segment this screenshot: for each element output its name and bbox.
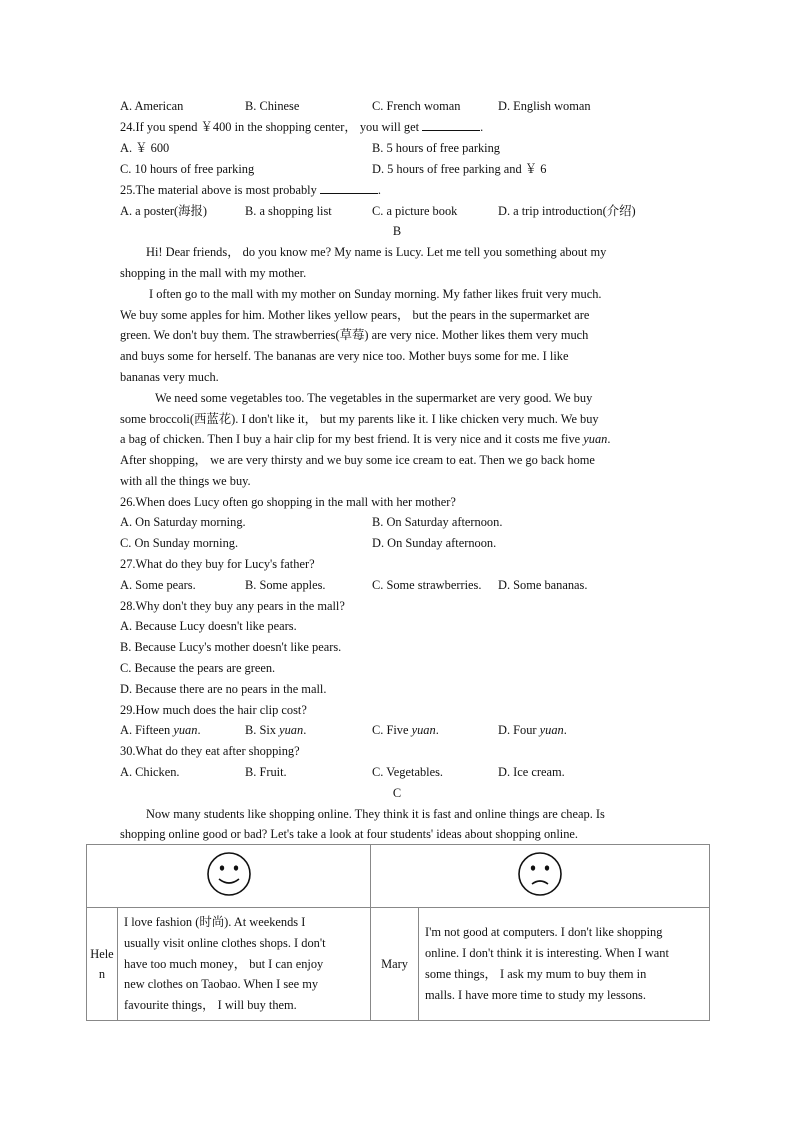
passage-b-line-4: We buy some apples for him. Mother likes yellow pears， but the pears in the supermarket are — [120, 308, 590, 322]
helen-name-part-2: n — [98, 966, 106, 981]
passage-b-line-6: and buys some for herself. The bananas are very nice too. Mother buys some for me. I like — [120, 349, 569, 363]
mary-line-2: online. I don't think it is interesting. When I want — [425, 946, 669, 961]
q27-option-d: D. Some bananas. — [498, 578, 588, 592]
q23-option-c: C. French woman — [372, 99, 461, 113]
happy-face-cell — [87, 845, 371, 908]
q26-option-b: B. On Saturday afternoon. — [372, 515, 503, 529]
helen-line-3: have too much money， but I can enjoy — [124, 956, 324, 971]
helen-line-5: favourite things， I will buy them. — [124, 998, 297, 1013]
q29-stem: 29.How much does the hair clip cost? — [120, 703, 307, 717]
q25-stem-text: 25.The material above is most probably — [120, 183, 317, 197]
q28-option-b: B. Because Lucy's mother doesn't like pears. — [120, 640, 342, 654]
q29-option-c-yuan: yuan — [411, 723, 436, 737]
q29-option-a-period: . — [197, 723, 201, 737]
q29-option-c-period: . — [435, 723, 439, 737]
q25-stem-end: . — [377, 183, 381, 197]
q24-stem-text: 24.If you spend ￥400 in the shopping center， you will get — [120, 120, 420, 134]
section-c-label: C — [392, 786, 402, 800]
q30-option-a: A. Chicken. — [120, 765, 180, 779]
q24-stem — [120, 119, 483, 135]
q28-option-a: A. Because Lucy doesn't like pears. — [120, 619, 297, 633]
q29-option-d-text: D. Four — [498, 723, 537, 737]
passage-c-line-1: Now many students like shopping online. They think it is fast and online things are cheap. Is — [146, 807, 605, 821]
passage-c-line-2: shopping online good or bad? Let's take a look at four students' ideas about shopping online. — [120, 827, 579, 841]
q30-stem: 30.What do they eat after shopping? — [120, 744, 300, 758]
q30-option-b: B. Fruit. — [245, 765, 287, 779]
q26-option-a: A. On Saturday morning. — [120, 515, 246, 529]
q26-option-d: D. On Sunday afternoon. — [372, 536, 497, 550]
q29-option-a-yuan: yuan — [173, 723, 198, 737]
q24-option-a: A. ￥ 600 — [120, 141, 170, 155]
q29-option-d-yuan: yuan — [539, 723, 564, 737]
q23-option-a: A. American — [120, 99, 184, 113]
q24-option-d: D. 5 hours of free parking and ￥ 6 — [372, 162, 547, 176]
passage-b-line-10-text: a bag of chicken. Then I buy a hair clip for my best friend. It is very nice and it costs me five — [120, 432, 581, 446]
helen-line-4: new clothes on Taobao. When I see my — [124, 977, 319, 992]
sad-face-cell — [371, 845, 710, 908]
passage-b-line-11: After shopping， we are very thirsty and we buy some ice cream to eat. Then we go back home — [120, 453, 595, 467]
q29-option-b-text: B. Six — [245, 723, 276, 737]
q25-option-c: C. a picture book — [372, 204, 458, 218]
section-b-label: B — [392, 224, 402, 238]
mary-line-3: some things， I ask my mum to buy them in — [425, 966, 647, 981]
helen-name-cell — [87, 908, 118, 1021]
q28-option-c: C. Because the pears are green. — [120, 661, 276, 675]
q27-option-c: C. Some strawberries. — [372, 578, 482, 592]
q29-option-b-period: . — [303, 723, 307, 737]
mary-opinion-cell — [419, 908, 710, 1021]
passage-b-line-5: green. We don't buy them. The strawberries(草莓) are very nice. Mother likes them very much — [120, 328, 589, 342]
passage-b-line-7: bananas very much. — [120, 370, 219, 384]
q28-stem: 28.Why don't they buy any pears in the mall? — [120, 599, 345, 613]
q29-option-d-period: . — [563, 723, 567, 737]
passage-b-line-8: We need some vegetables too. The vegetables in the supermarket are very good. We buy — [155, 391, 593, 405]
passage-b-line-12: with all the things we buy. — [120, 474, 251, 488]
smiley-face-icon — [205, 850, 253, 898]
sad-face-icon — [516, 850, 564, 898]
q26-option-c: C. On Sunday morning. — [120, 536, 239, 550]
q23-option-d: D. English woman — [498, 99, 591, 113]
q27-option-a: A. Some pears. — [120, 578, 196, 592]
q24-option-b: B. 5 hours of free parking — [372, 141, 501, 155]
helen-opinion-cell — [118, 908, 371, 1021]
helen-name-part-1: Hele — [90, 946, 114, 961]
passage-b-line-10 — [120, 431, 610, 447]
passage-b-line-3: I often go to the mall with my mother on Sunday morning. My father likes fruit very much. — [149, 287, 602, 301]
faces-row — [87, 845, 710, 908]
opinions-table — [86, 844, 710, 1021]
q25-option-a: A. a poster(海报) — [120, 204, 208, 218]
q29-option-a-text: A. Fifteen — [120, 723, 171, 737]
q25-option-b: B. a shopping list — [245, 204, 332, 218]
q24-answer-blank — [422, 119, 480, 131]
q29-option-b-yuan: yuan — [279, 723, 304, 737]
q25-answer-blank — [320, 182, 378, 194]
q28-option-d: D. Because there are no pears in the mall. — [120, 682, 327, 696]
mary-line-4: malls. I have more time to study my lessons. — [425, 987, 646, 1002]
passage-b-period: . — [607, 432, 611, 446]
q29-option-b — [245, 722, 306, 738]
helen-line-2: usually visit online clothes shops. I don't — [124, 935, 326, 950]
q29-option-c-text: C. Five — [372, 723, 409, 737]
q25-stem — [120, 182, 381, 198]
passage-b-line-9: some broccoli(西蓝花). I don't like it， but my parents like it. I like chicken very much. We buy — [120, 412, 599, 426]
q27-option-b: B. Some apples. — [245, 578, 326, 592]
mary-line-1: I'm not good at computers. I don't like shopping — [425, 925, 663, 940]
q30-option-c: C. Vegetables. — [372, 765, 444, 779]
helen-line-1: I love fashion (时尚). At weekends I — [124, 915, 306, 929]
q27-stem: 27.What do they buy for Lucy's father? — [120, 557, 315, 571]
q29-option-a — [120, 722, 201, 738]
opinions-row — [87, 908, 710, 1021]
mary-name-cell: Mary — [371, 908, 419, 1021]
q29-option-c — [372, 722, 439, 738]
q24-stem-end: . — [480, 120, 484, 134]
passage-b-line-1: Hi! Dear friends， do you know me? My name is Lucy. Let me tell you something about my — [146, 245, 607, 259]
q26-stem: 26.When does Lucy often go shopping in the mall with her mother? — [120, 495, 456, 509]
q30-option-d: D. Ice cream. — [498, 765, 565, 779]
q29-option-d — [498, 722, 567, 738]
q24-option-c: C. 10 hours of free parking — [120, 162, 255, 176]
passage-b-line-2: shopping in the mall with my mother. — [120, 266, 307, 280]
q23-option-b: B. Chinese — [245, 99, 300, 113]
q25-option-d: D. a trip introduction(介绍) — [498, 204, 636, 218]
passage-b-yuan: yuan — [583, 432, 608, 446]
